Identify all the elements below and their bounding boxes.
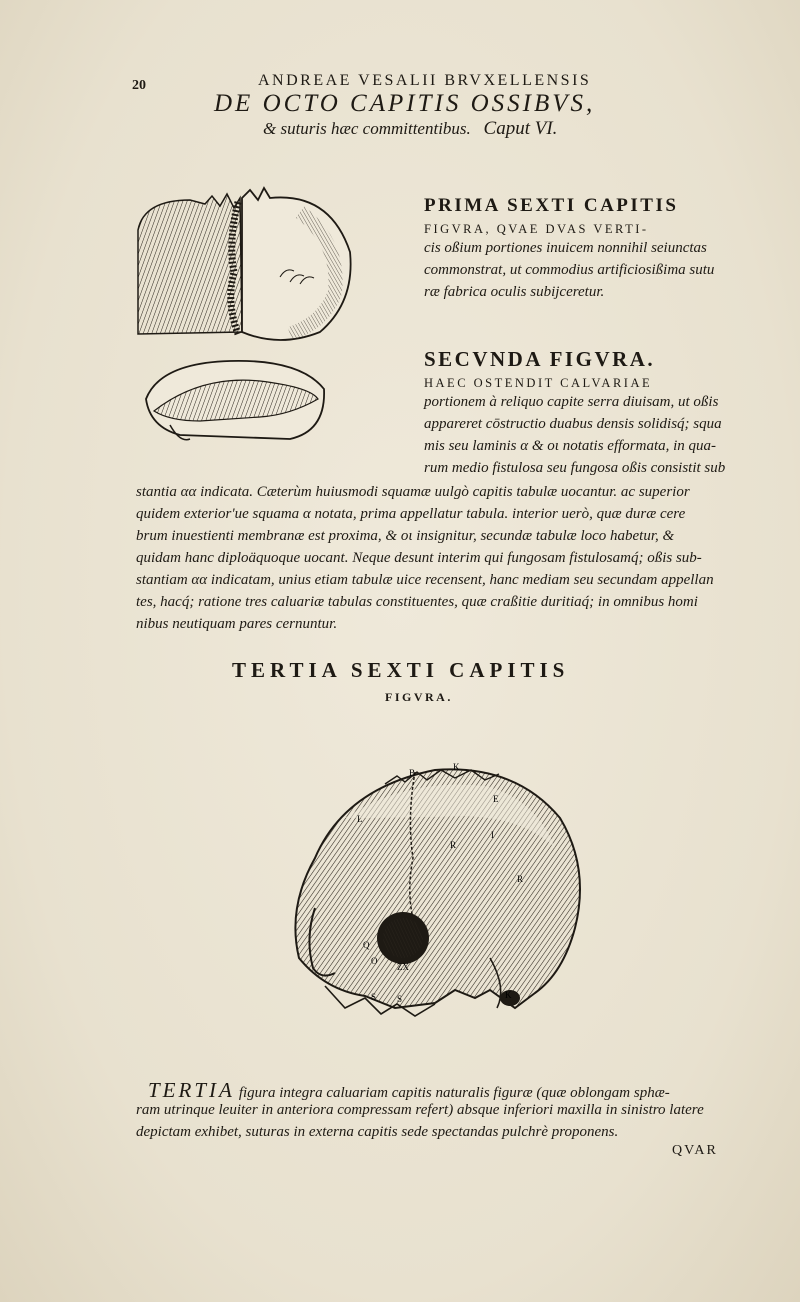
skull-label: S: [397, 994, 403, 1004]
skull-label: R: [450, 840, 457, 850]
chapter-subtitle-text: & suturis hæc committentibus.: [263, 119, 471, 138]
skull-label: K: [505, 990, 512, 1000]
skull-label: I: [491, 830, 494, 840]
chapter-subtitle: [263, 118, 557, 140]
figure2-title: SECVNDA FIGVRA.: [424, 347, 656, 371]
skull-illustration: [285, 758, 595, 1038]
catchword: QVAR: [672, 1143, 718, 1158]
skull-label: R: [517, 874, 524, 884]
figure3-title: TERTIA SEXTI CAPITIS: [232, 658, 570, 682]
skull-label: E: [493, 794, 499, 804]
figure1-line: cis oßium portiones inuicem nonnihil seiunctas: [424, 240, 707, 256]
figure1-line: ræ fabrica oculis subijceretur.: [424, 284, 605, 300]
figure2-line: portionem à reliquo capite serra diuisam, ut oßis: [424, 394, 719, 410]
figure2-line: mis seu laminis α & οι notatis efformata, in qua-: [424, 438, 717, 454]
figure2-illustration: [140, 355, 330, 447]
caption3-line: figura integra caluariam capitis naturalis figuræ (quæ oblongam sphæ-: [238, 1085, 670, 1101]
body-line: nibus neutiquam pares cernuntur.: [136, 616, 338, 632]
caption3-lead: TERTIA: [148, 1078, 235, 1102]
figure2-line: HAEC OSTENDIT CALVARIAE: [424, 376, 653, 390]
page-number: 20: [132, 78, 146, 93]
skull-label: ZX: [397, 962, 409, 972]
chapter-number: Caput VI.: [483, 118, 558, 139]
body-line: quidem exterior'ue squama α notata, prima appellatur tabula. interior uerò, quæ duræ cere: [136, 506, 686, 522]
running-head: ANDREAE VESALII BRVXELLENSIS: [258, 72, 592, 89]
skull-label: O: [371, 956, 378, 966]
skull-label: Q: [363, 940, 370, 950]
body-line: stantiam αα indicatam, unius etiam tabulæ uice recensent, hanc mediam seu secundam appellan: [136, 572, 714, 588]
skull-label: K: [453, 762, 460, 772]
figure1-title: PRIMA SEXTI CAPITIS: [424, 195, 679, 216]
skull-label: L: [357, 814, 363, 824]
chapter-title: DE OCTO CAPITIS OSSIBVS,: [214, 90, 596, 117]
caption3-line: ram utrinque leuiter in anteriora compressam refert) absque inferiori maxilla in sinistro latere: [136, 1102, 704, 1118]
body-line: stantia αα indicata. Cæterùm huiusmodi squamæ uulgò capitis tabulæ uocantur. ac superior: [136, 484, 690, 500]
skull-label: S: [371, 992, 377, 1002]
caption3-line: depictam exhibet, suturas in externa capitis sede spectandas pulchrè proponens.: [136, 1124, 619, 1140]
figure2-line: rum medio fistulosa seu fungosa oßis consistit sub: [424, 460, 726, 476]
figure2-line: appareret cōstructio duabus densis solidisq́; squa: [424, 416, 722, 432]
body-line: brum inuestienti membranæ est proxima, & οι insignitur, secundæ tabulæ loco habetur, &: [136, 528, 675, 544]
caption3-line-1: [148, 1078, 670, 1103]
body-line: tes, hacq́; ratione tres caluariæ tabulas constituentes, quæ craßitie duritiaq́; in omnibus homi: [136, 594, 698, 610]
figure3-subtitle: FIGVRA.: [385, 690, 453, 704]
body-line: quidam hanc diploäquoque uocant. Neque desunt interim qui fungosam fistulosamq́; oßis sub-: [136, 550, 702, 566]
figure1-line: FIGVRA, QVAE DVAS VERTI-: [424, 222, 649, 236]
skull-label: B: [409, 768, 416, 778]
figure1-line: commonstrat, ut commodius artificiosißima sutu: [424, 262, 715, 278]
figure1-illustration: [130, 182, 360, 347]
